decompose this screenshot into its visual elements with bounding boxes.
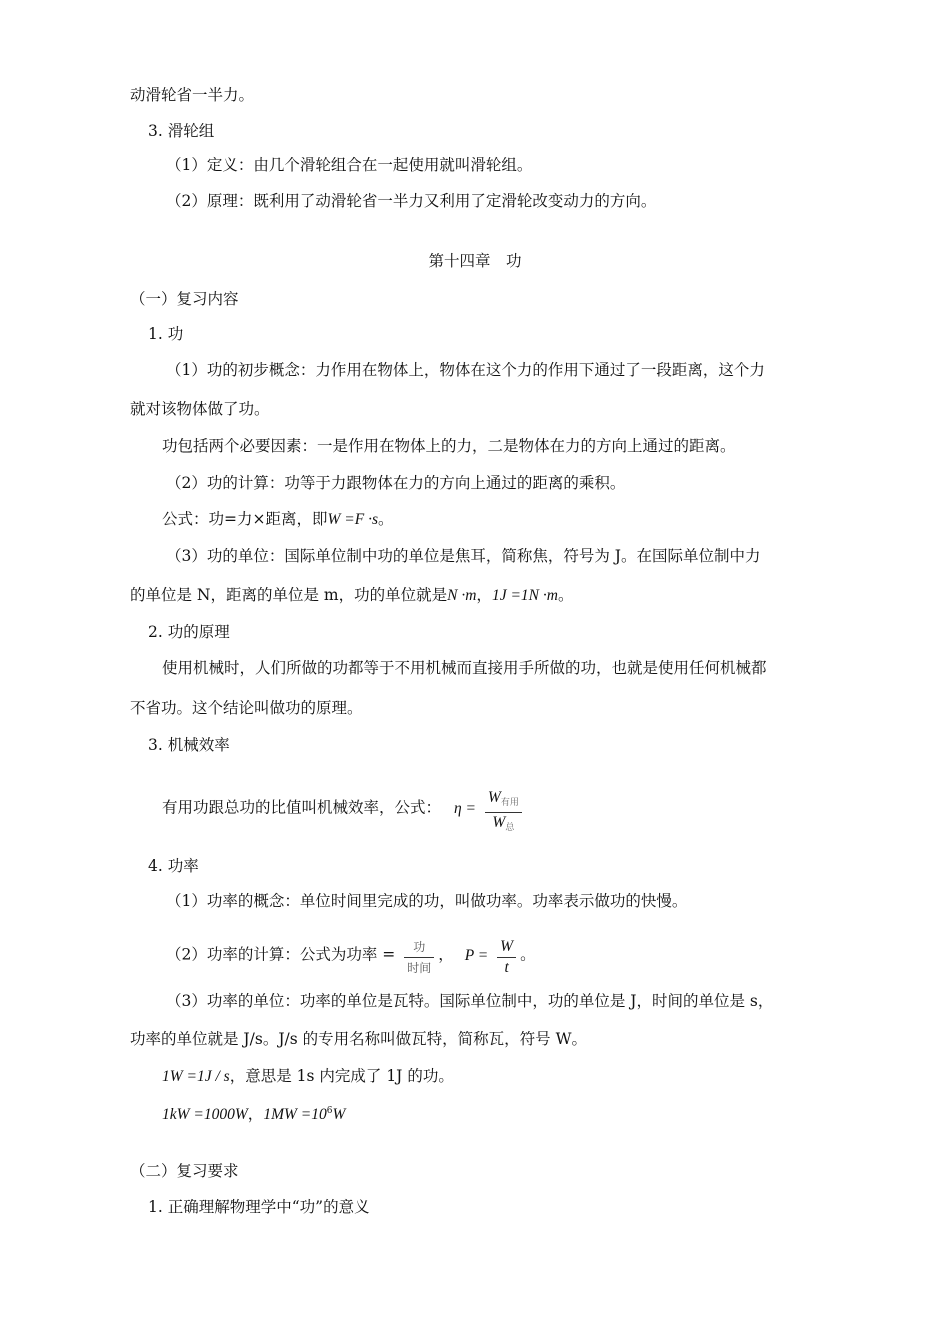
efficiency-text: 有用功跟总功的比值叫机械效率，公式： (162, 798, 442, 817)
unit-sep: ， (476, 586, 492, 604)
chapter-title: 第十四章 功 (428, 252, 522, 270)
multiples-sep: ， (247, 1105, 264, 1124)
megawatt-formula: 1MW =10 (263, 1106, 327, 1124)
numerator-sub: 有用 (500, 797, 519, 807)
megawatt-unit: W (332, 1106, 346, 1124)
line-l1: 动滑轮省一半力。 (130, 86, 255, 104)
line-work-unit-cont (130, 584, 573, 607)
line-work-concept-cont: 就对该物体做了功。 (130, 400, 270, 418)
line-power-unit: （3）功率的单位：功率的单位是瓦特。国际单位制中，功的单位是 J，时间的单位是 s， (166, 992, 774, 1010)
section-review-content: （一）复习内容 (130, 290, 239, 308)
power-word-fraction (404, 937, 434, 978)
numerator-w: W (487, 789, 501, 806)
formula-prefix: 公式：功=力×距离，即 (162, 510, 328, 528)
numerator-w: W (500, 938, 514, 955)
kilowatt-formula: 1kW =1000W (162, 1106, 248, 1124)
line-work-factors: 功包括两个必要因素：一是作用在物体上的力，二是物体在力的方向上通过的距离。 (162, 437, 736, 455)
power-suffix: 。 (520, 945, 536, 964)
line-work-concept: （1）功的初步概念：力作用在物体上，物体在这个力的作用下通过了一段距离，这个力 (166, 361, 765, 379)
power-sep: ， (438, 945, 454, 964)
line-watt-multiples (162, 1100, 345, 1126)
section-review-requirements: （二）复习要求 (130, 1162, 239, 1180)
denominator-w: W (492, 814, 506, 831)
line-work-formula (162, 508, 394, 531)
unit-nm: N ·m (447, 587, 477, 604)
line-power-calc (166, 935, 536, 976)
numerator-work: 功 (413, 940, 426, 954)
heading-work: 1. 功 (148, 325, 184, 343)
unit-equation: 1J =1N ·m (491, 587, 558, 604)
heading-work-principle: 2. 功的原理 (148, 623, 230, 641)
eta-symbol: η = (453, 799, 476, 817)
exponent: 6 (326, 1106, 333, 1116)
line-watt-def (162, 1065, 454, 1088)
line-work-unit: （3）功的单位：国际单位制中功的单位是焦耳，简称焦，符号为 J。在国际单位制中力 (166, 547, 761, 565)
heading-efficiency: 3. 机械效率 (148, 736, 230, 754)
line-work-calc: （2）功的计算：功等于力跟物体在力的方向上通过的距离的乘积。 (166, 474, 626, 492)
heading-power: 4. 功率 (148, 857, 199, 875)
watt-meaning: ，意思是 1s 内完成了 1J 的功。 (229, 1067, 454, 1085)
line-principle-text: 使用机械时，人们所做的功都等于不用机械而直接用手所做的功，也就是使用任何机械都 (162, 659, 767, 677)
unit-text: 的单位是 N，距离的单位是 m，功的单位就是 (130, 586, 448, 604)
line-requirement-1: 1. 正确理解物理学中“功”的意义 (148, 1198, 370, 1216)
work-formula: W =F ·s (327, 511, 378, 528)
denominator-sub: 总 (505, 822, 515, 832)
line-efficiency-formula (162, 784, 526, 833)
line-power-unit-cont: 功率的单位就是 J/s。J/s 的专用名称叫做瓦特，简称瓦，符号 W。 (130, 1030, 587, 1048)
power-symbol-fraction (497, 937, 516, 978)
unit-suffix: 。 (557, 586, 574, 604)
line-definition: （1）定义：由几个滑轮组合在一起使用就叫滑轮组。 (166, 156, 533, 174)
denominator-time: 时间 (407, 961, 432, 975)
power-p: P = (464, 946, 489, 964)
denominator-t: t (504, 959, 509, 976)
power-calc-text: （2）功率的计算：公式为功率 = (166, 945, 396, 964)
line-principle-text-cont: 不省功。这个结论叫做功的原理。 (130, 699, 363, 717)
efficiency-fraction (485, 788, 522, 837)
formula-suffix: 。 (377, 510, 394, 528)
watt-formula: 1W =1J / s (162, 1068, 230, 1085)
line-power-concept: （1）功率的概念：单位时间里完成的功，叫做功率。功率表示做功的快慢。 (166, 892, 688, 910)
heading-pulley-block: 3. 滑轮组 (148, 122, 215, 140)
line-principle: （2）原理：既利用了动滑轮省一半力又利用了定滑轮改变动力的方向。 (166, 192, 657, 210)
